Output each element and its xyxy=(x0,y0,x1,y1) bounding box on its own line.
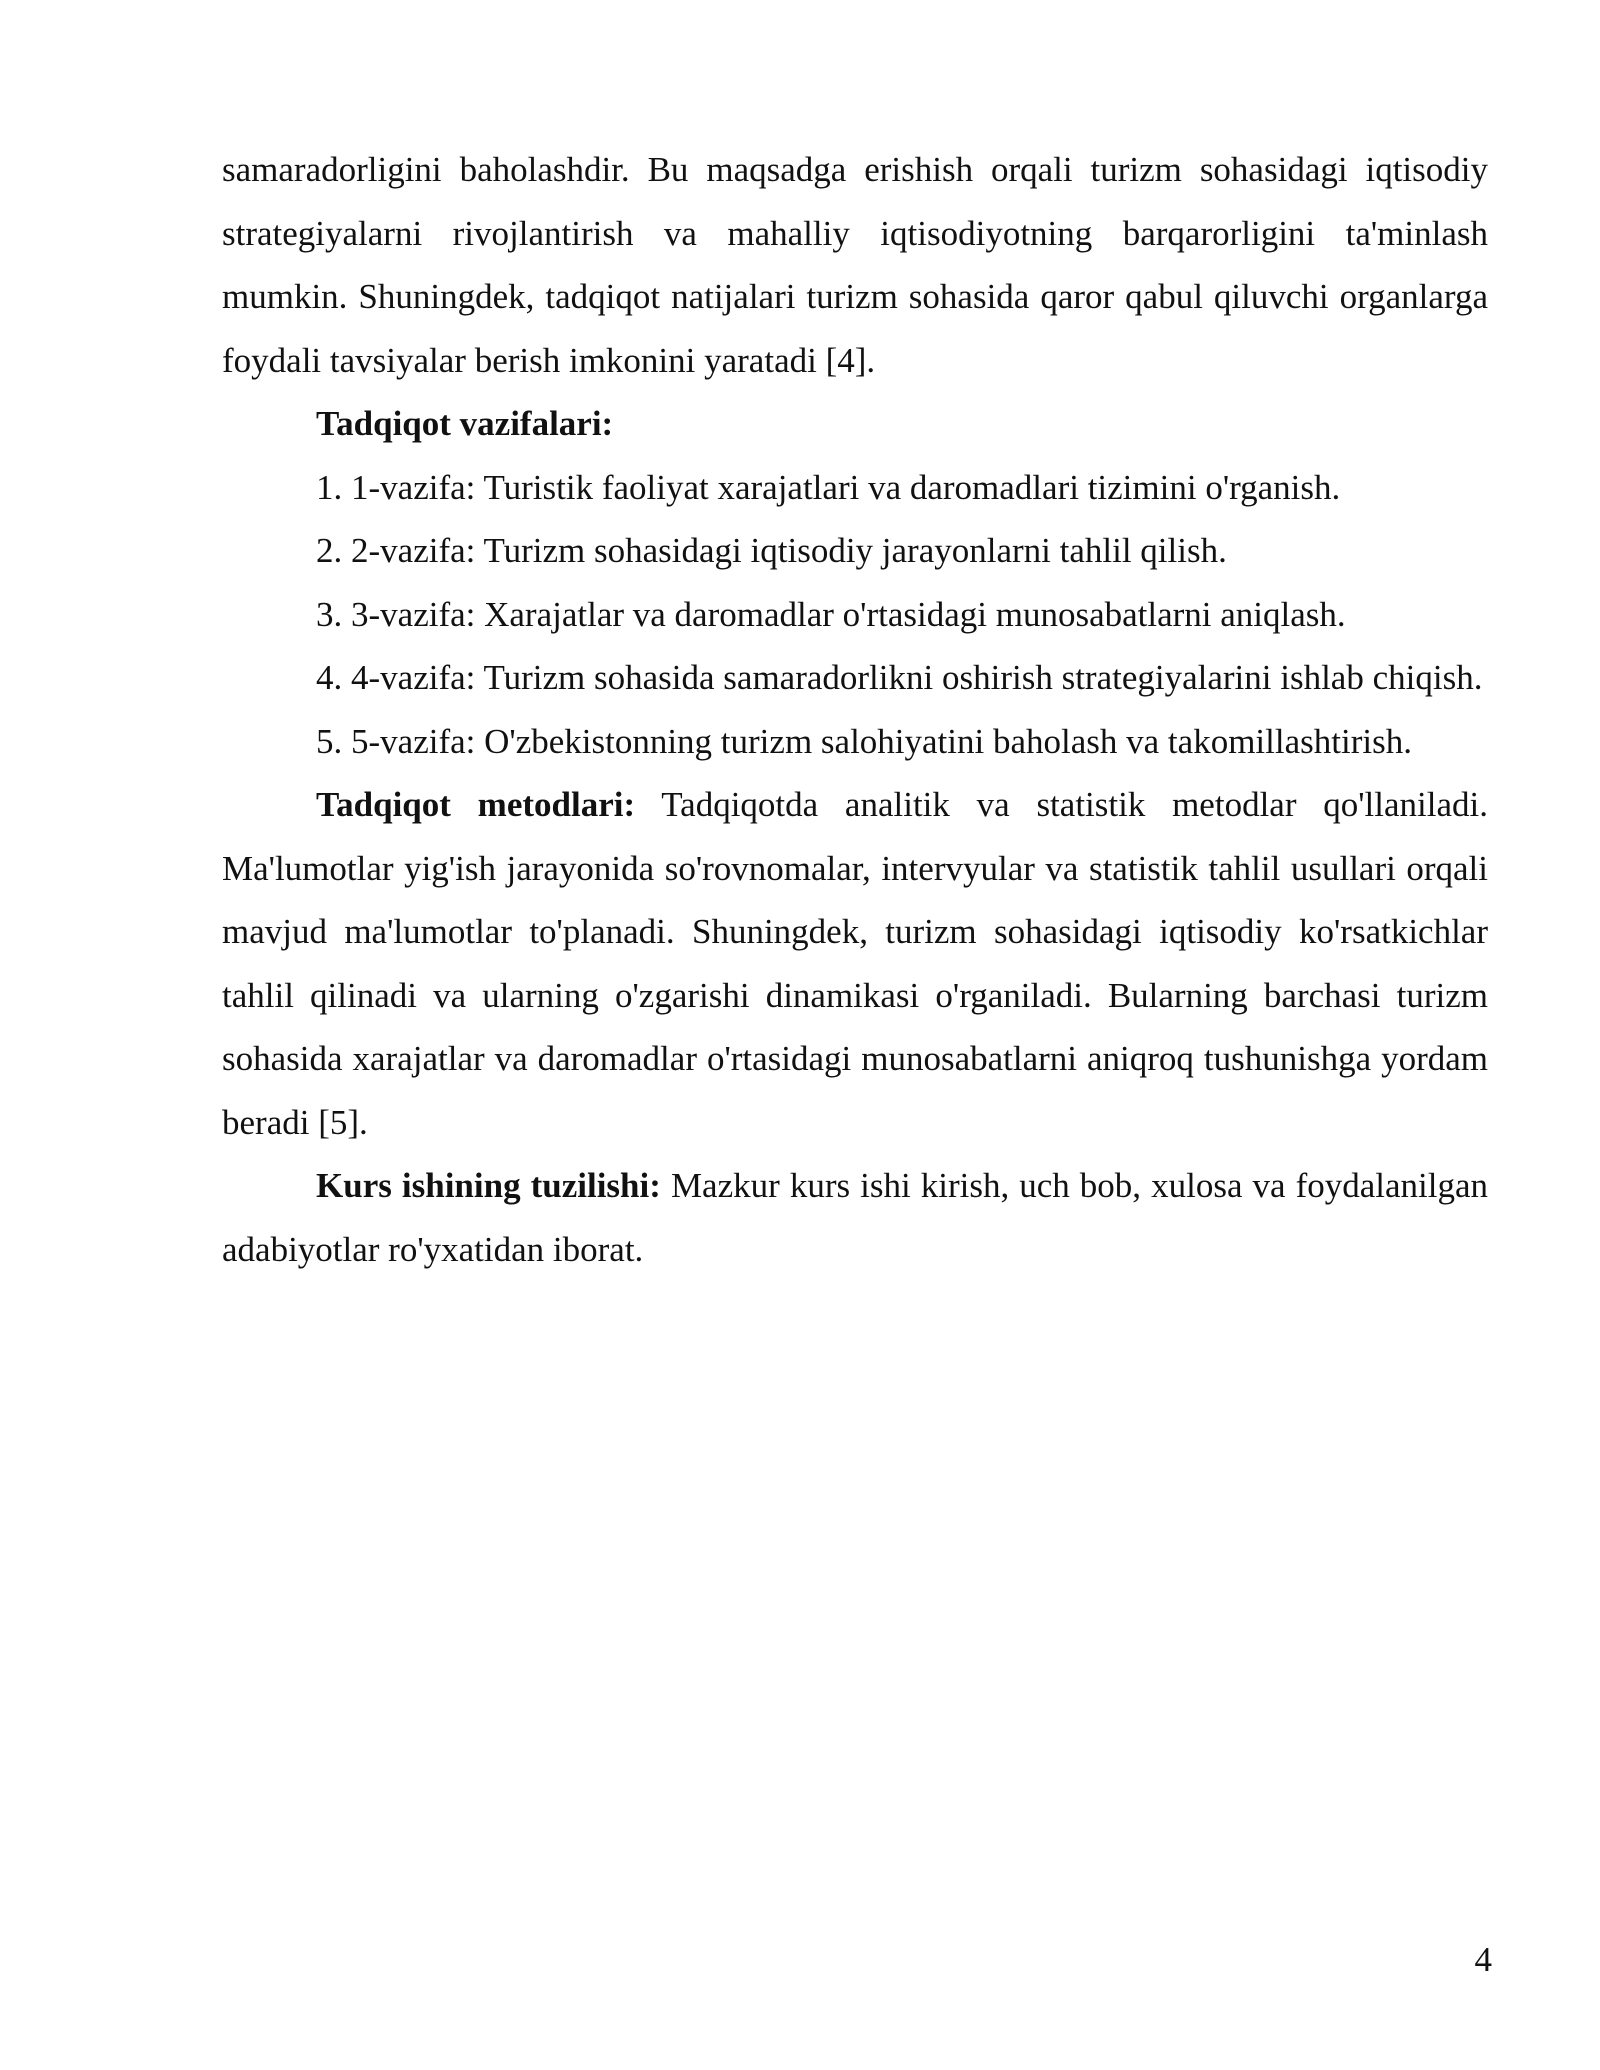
methods-paragraph xyxy=(222,773,1488,1154)
structure-text: Mazkur kurs ishi kirish, uch bob, xulosa va foydalanilgan adabiyotlar ro'yxatidan iborat. xyxy=(222,1166,1489,1269)
methods-text: Tadqiqotda analitik va statistik metodlar qo'llaniladi. Ma'lumotlar yig'ish jarayonida so'rovnomalar, intervyular va statistik tahlil usullari orqali mavjud ma'lumotlar to'planadi. Shuningdek, turizm sohasidagi iqtisodiy ko'rsatkichlar tahlil qilinadi va ularning o'zgarishi dinamikasi o'rganiladi. Bularning barchasi turizm sohasida xarajatlar va daromadlar o'rtasidagi munosabatlarni aniqroq tushunishga yordam beradi [5]. xyxy=(222,785,1488,1142)
document-body xyxy=(222,138,1488,1281)
methods-label: Tadqiqot metodlari: xyxy=(316,785,636,824)
task-item-3: 3. 3-vazifa: Xarajatlar va daromadlar o'rtasidagi munosabatlarni aniqlash. xyxy=(316,594,1346,634)
tasks-heading: Tadqiqot vazifalari: xyxy=(316,404,614,443)
task-item-4: 4. 4-vazifa: Turizm sohasida samaradorlikni oshirish strategiyalarini ishlab chiqish. xyxy=(316,658,1483,697)
task-item-5: 5. 5-vazifa: O'zbekistonning turizm salohiyatini baholash va takomillashtirish. xyxy=(316,721,1412,761)
task-item-2: 2. 2-vazifa: Turizm sohasidagi iqtisodiy jarayonlarni tahlil qilish. xyxy=(316,531,1227,570)
intro-paragraph: samaradorligini baholashdir. Bu maqsadga erishish orqali turizm sohasidagi iqtisodiy strategiyalarni rivojlantirish va mahalliy iqtisodiyotning barqarorligini ta'minlash mumkin. Shuningdek, tadqiqot natijalari turizm sohasida qaror qabul qiluvchi organlarga foydali tavsiyalar berish imkonini yaratadi [4]. xyxy=(222,150,1488,380)
structure-label: Kurs ishining tuzilishi: xyxy=(316,1166,661,1205)
task-item-1: 1. 1-vazifa: Turistik faoliyat xarajatlari va daromadlari tizimini o'rganish. xyxy=(316,467,1341,507)
page-number: 4 xyxy=(1474,1940,1492,1979)
structure-paragraph xyxy=(222,1154,1488,1281)
